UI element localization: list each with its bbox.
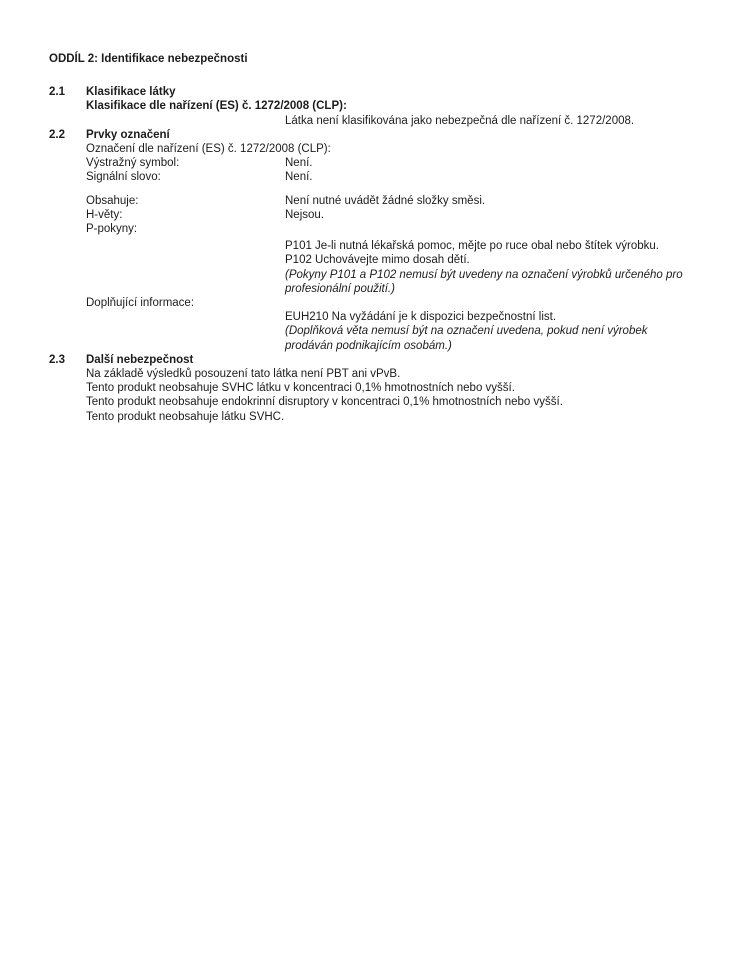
- clause-2-2-heading-row: [49, 128, 700, 142]
- contains-label: Obsahuje:: [86, 194, 139, 207]
- signal-word-label: Signální slovo:: [86, 171, 161, 184]
- p-statements-label-row: [49, 222, 700, 236]
- clp-classification-label: Klasifikace dle nařízení (ES) č. 1272/2008 (CLP):: [86, 100, 347, 113]
- svhc-concentration-line-row: [49, 381, 700, 395]
- p-note-row: [49, 268, 700, 296]
- p101-statement: P101 Je-li nutná lékařská pomoc, mějte po ruce obal nebo štítek výrobku.: [285, 240, 659, 253]
- signal-word-value: Není.: [285, 171, 313, 184]
- euh-statement: EUH210 Na vyžádání je k dispozici bezpečnostní list.: [285, 311, 557, 324]
- section-title: ODDÍL 2: Identifikace nebezpečnosti: [49, 53, 248, 65]
- pbt-line: Na základě výsledků posouzení tato látka není PBT ani vPvB.: [86, 368, 401, 381]
- labeling-regulation-row: [49, 142, 700, 156]
- clp-classification-value: Látka není klasifikována jako nebezpečná dle nařízení č. 1272/2008.: [285, 114, 635, 127]
- signal-word-row: [49, 170, 700, 184]
- hazard-symbol-label: Výstražný symbol:: [86, 157, 180, 170]
- additional-info-label: Doplňující informace:: [86, 297, 195, 310]
- p-statements-label: P-pokyny:: [86, 223, 138, 236]
- contains-value: Není nutné uvádět žádné složky směsi.: [285, 194, 486, 207]
- endocrine-line: Tento produkt neobsahuje endokrinní disruptory v koncentraci 0,1% hmotnostních nebo vyšší.: [86, 396, 563, 409]
- hazard-symbol-row: [49, 156, 700, 170]
- clp-classification-label-row: [49, 99, 700, 113]
- clause-title: Další nebezpečnost: [86, 353, 194, 366]
- clause-2-1-heading-row: [49, 85, 700, 99]
- labeling-regulation-label: Označení dle nařízení (ES) č. 1272/2008 (CLP):: [86, 143, 331, 156]
- h-statements-label: H-věty:: [86, 208, 123, 221]
- hazard-symbol-value: Není.: [285, 157, 313, 170]
- p102-row: [49, 253, 700, 267]
- euh-note-row: [49, 324, 700, 352]
- clp-classification-value-row: [49, 114, 700, 128]
- clause-title: Klasifikace látky: [86, 86, 176, 99]
- euh-statement-row: [49, 310, 700, 324]
- h-statements-row: [49, 208, 700, 222]
- clause-number: 2.2: [49, 128, 65, 141]
- p101-row: [49, 239, 700, 253]
- svhc-line: Tento produkt neobsahuje látku SVHC.: [86, 410, 285, 423]
- clause-number: 2.1: [49, 86, 65, 99]
- h-statements-value: Nejsou.: [285, 208, 324, 221]
- additional-info-label-row: [49, 296, 700, 310]
- clause-number: 2.3: [49, 353, 65, 366]
- euh-note: (Doplňková věta nemusí být na označení uvedena, pokud není výrobek prodáván podnikajícím osobám.): [285, 325, 648, 352]
- contains-row: [49, 194, 700, 208]
- pbt-line-row: [49, 367, 700, 381]
- p-note: (Pokyny P101 a P102 nemusí být uvedeny na označení výrobků určeného pro profesionální použití.): [285, 268, 683, 295]
- section-header-row: [49, 52, 700, 66]
- endocrine-line-row: [49, 395, 700, 409]
- svhc-line-row: [49, 410, 700, 424]
- p102-statement: P102 Uchovávejte mimo dosah dětí.: [285, 254, 470, 267]
- svhc-concentration-line: Tento produkt neobsahuje SVHC látku v koncentraci 0,1% hmotnostních nebo vyšší.: [86, 382, 515, 395]
- clause-2-3-heading-row: [49, 353, 700, 367]
- clause-title: Prvky označení: [86, 128, 170, 141]
